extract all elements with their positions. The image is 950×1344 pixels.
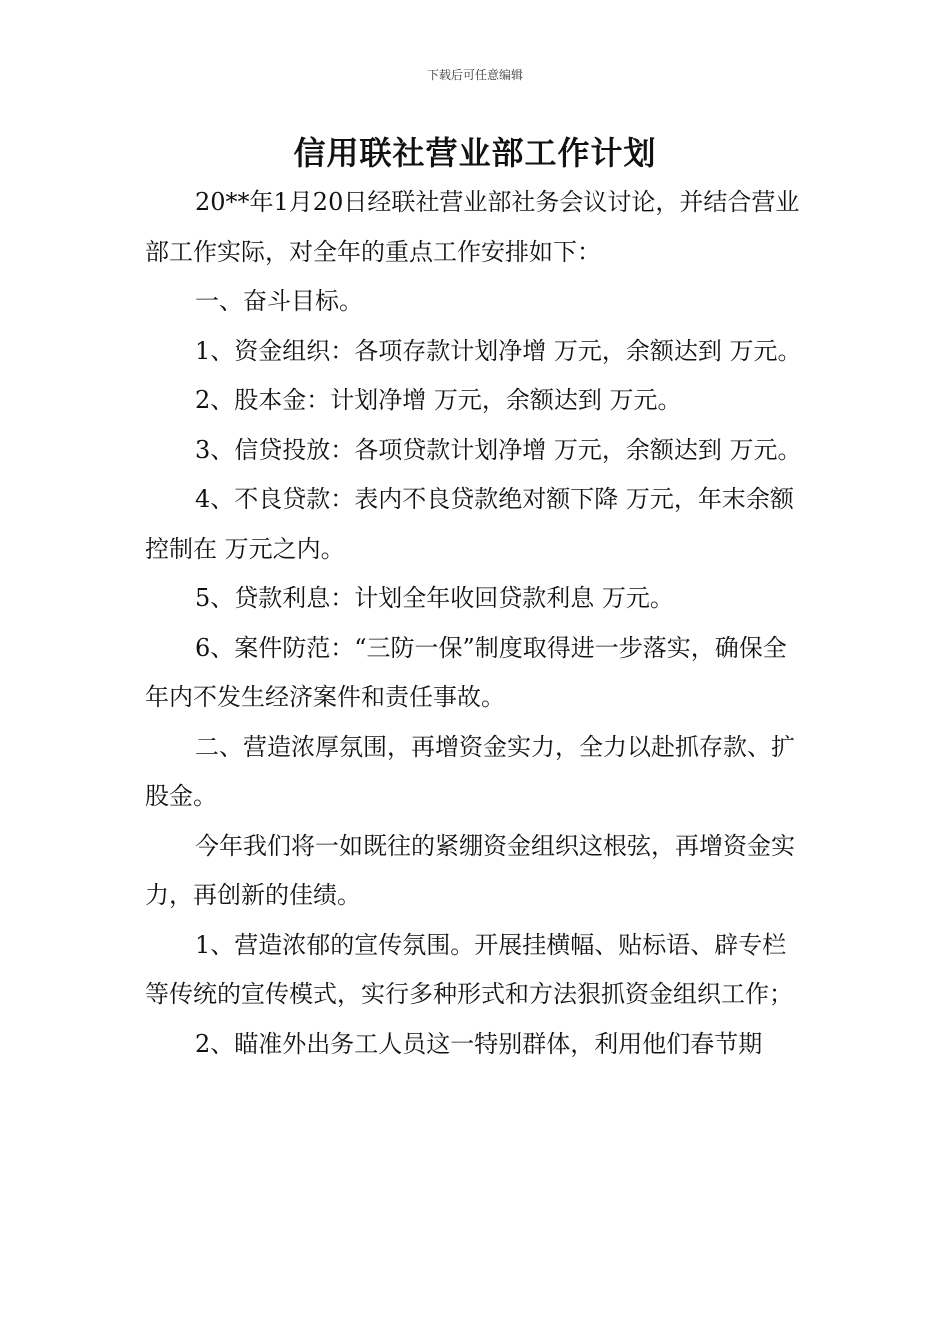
paragraph-section-2-intro: 今年我们将一如既往的紧绷资金组织这根弦，再增资金实力，再创新的佳绩。: [145, 831, 795, 909]
document-title: 信用联社营业部工作计划: [293, 134, 657, 172]
paragraph-intro: 20**年1月20日经联社营业部社务会议讨论，并结合营业部工作实际，对全年的重点工作安排如下：: [145, 188, 800, 266]
paragraph-publicity: 1、营造浓郁的宣传氛围。开展挂横幅、贴标语、辟专栏等传统的宣传模式，实行多种形式和方法狠抓资金组织工作；: [145, 930, 793, 1008]
page-header-note: 下载后可任意编辑: [426, 68, 523, 82]
paragraph-section-1-heading: 一、奋斗目标。: [195, 287, 363, 315]
paragraph-goal-deposits: 1、资金组织：各项存款计划净增 万元，余额达到 万元。: [195, 336, 802, 365]
paragraph-goal-loans: 3、信贷投放：各项贷款计划净增 万元，余额达到 万元。: [195, 435, 802, 464]
paragraph-goal-share-capital: 2、股本金：计划净增 万元，余额达到 万元。: [195, 386, 682, 414]
paragraph-goal-case-prevention: 6、案件防范：“三防一保”制度取得进一步落实，确保全年内不发生经济案件和责任事故。: [145, 633, 787, 711]
document-body: [145, 178, 810, 1069]
paragraph-migrant-workers: 2、瞄准外出务工人员这一特别群体，利用他们春节期: [195, 1029, 763, 1058]
paragraph-section-2-heading: 二、营造浓厚氛围，再增资金实力，全力以赴抓存款、扩股金。: [145, 732, 795, 810]
paragraph-goal-bad-loans: 4、不良贷款：表内不良贷款绝对额下降 万元，年末余额控制在 万元之内。: [145, 485, 794, 563]
paragraph-goal-interest: 5、贷款利息：计划全年收回贷款利息 万元。: [195, 584, 674, 612]
